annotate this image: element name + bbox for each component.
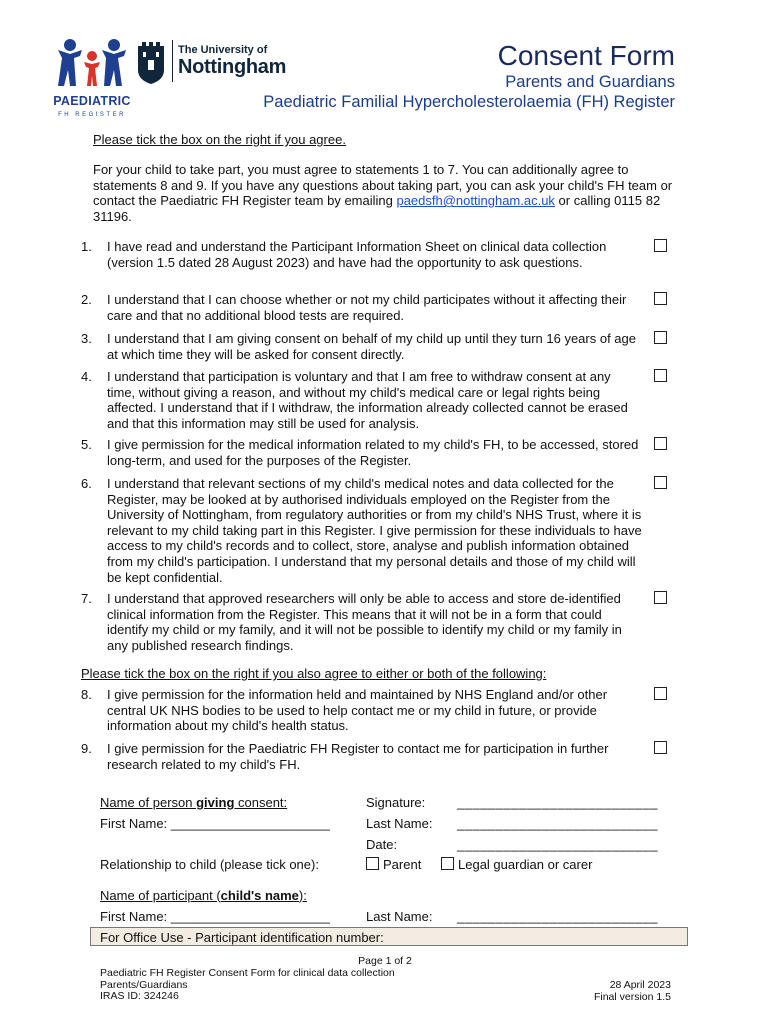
participant-first-name-field[interactable] <box>100 909 330 924</box>
consenter-heading <box>100 795 287 810</box>
footer-audience: Parents/Guardians <box>100 978 188 991</box>
intro-text-end: or calling 0115 82 31196. <box>93 193 661 224</box>
university-name-large: Nottingham <box>178 56 287 78</box>
parent-option-label: Parent <box>383 857 422 872</box>
statement-number: 3. <box>81 331 92 346</box>
university-logo <box>136 38 306 86</box>
last-name-label: Last Name: <box>366 909 433 924</box>
statement-8-checkbox[interactable] <box>654 687 667 700</box>
statement-2-checkbox[interactable] <box>654 292 667 305</box>
consenter-last-name-field[interactable]: __________________________ <box>457 816 658 831</box>
footer-version: Final version 1.5 <box>593 990 671 1003</box>
statement-text: I understand that relevant sections of my child's medical notes and data collected for the Register, may be looked at by authorised individuals employed on the Register from the University of Nottingham, from regulatory authorities or from my child's NHS Trust, where it is relevant to my child taking part in this Register. I give permission for these individuals to have access to my child's records and to collect, store, analyse and publish information obtained from my child's participation. I understand that my personal details and those of my child will be kept confidential. <box>107 476 642 585</box>
statement-1-checkbox[interactable] <box>654 239 667 252</box>
form-subtitle-register: Paediatric Familial Hypercholesterolaemia (FH) Register <box>263 93 675 111</box>
participant-last-name-field[interactable]: __________________________ <box>457 909 658 924</box>
statement-3-checkbox[interactable] <box>654 331 667 344</box>
castle-crest-icon <box>136 40 166 84</box>
first-name-blank[interactable]: ______________________ <box>170 816 330 831</box>
statement-text: I understand that participation is voluntary and that I am free to withdraw consent at any time, without giving a reason, and without my child's medical care or legal rights being affected. I understand that if I withdraw, the information already collected cannot be erased and that this information may still be used for analysis. <box>107 369 628 431</box>
signature-label: Signature: <box>366 795 426 810</box>
statement-text: I understand that approved researchers will only be able to access and store de-identified clinical information from the Register. This means that it will not be in a form that could identify my child or my family, and it will not be possible to identify my child or my family in any published research findings. <box>107 591 622 653</box>
footer-iras-id: IRAS ID: 324246 <box>100 990 179 1002</box>
guardian-option[interactable] <box>441 857 592 872</box>
date-label: Date: <box>366 837 398 852</box>
statement-text: I understand that I am giving consent on behalf of my child up until they turn 16 years of age at which time they will be asked for consent directly. <box>107 331 636 362</box>
email-link[interactable]: paedsfh@nottingham.ac.uk <box>396 193 555 209</box>
statement-text: I have read and understand the Participant Information Sheet on clinical data collection (version 1.5 dated 28 August 2023) and have had the opportunity to ask questions. <box>107 239 607 270</box>
statement-9-checkbox[interactable] <box>654 741 667 754</box>
tick-instruction: Please tick the box on the right if you agree. <box>93 132 346 147</box>
relationship-label: Relationship to child (please tick one): <box>100 857 319 872</box>
last-name-label: Last Name: <box>366 816 433 831</box>
family-figures-icon <box>40 36 144 92</box>
statement-number: 6. <box>81 476 92 491</box>
logo-divider <box>172 40 173 82</box>
statement-number: 7. <box>81 591 92 606</box>
footer-right <box>594 980 671 1003</box>
intro-paragraph <box>93 162 683 224</box>
form-title: Consent Form <box>497 40 675 71</box>
statement-number: 9. <box>81 741 92 756</box>
statement-7-checkbox[interactable] <box>654 591 667 604</box>
footer-date: 28 April 2023 <box>609 979 671 991</box>
statement-text: I give permission for the information held and maintained by NHS England and/or other central UK NHS bodies to be used to help contact me or my child in future, or provide information about my child's health status. <box>107 687 608 734</box>
participant-heading-part: ): <box>298 888 307 903</box>
consenter-heading-bold: giving <box>196 795 235 810</box>
university-name-small: The University of <box>178 44 268 56</box>
signature-field[interactable]: __________________________ <box>457 795 658 810</box>
parent-option[interactable] <box>366 857 421 872</box>
participant-heading-bold: child's name <box>220 888 299 903</box>
statement-number: 1. <box>81 239 92 254</box>
paediatric-fh-logo <box>40 36 144 122</box>
form-subtitle-audience: Parents and Guardians <box>505 73 675 91</box>
statement-text: I understand that I can choose whether or not my child participates without it affecting their care and that no additional blood tests are required. <box>107 292 627 323</box>
participant-heading <box>100 888 307 903</box>
statement-number: 4. <box>81 369 92 384</box>
page-number: Page 1 of 2 <box>358 955 412 967</box>
office-use-box: For Office Use - Participant identification number: <box>90 927 688 946</box>
date-field[interactable]: __________________________ <box>457 837 658 852</box>
footer-doc-title: Paediatric FH Register Consent Form for clinical data collection <box>100 967 395 979</box>
guardian-checkbox[interactable] <box>441 857 454 870</box>
footer-left <box>100 968 395 1003</box>
statement-number: 2. <box>81 292 92 307</box>
participant-heading-part: Name of participant ( <box>100 888 221 903</box>
consenter-first-name-field[interactable] <box>100 816 330 831</box>
parent-checkbox[interactable] <box>366 857 379 870</box>
intro-text-start: For your child to take part, you must agree to statements 1 to 7. You can additionally agree to statements 8 and 9. If you have any questions about taking part, you can ask your child's FH team or contact the Paediatric FH Register team by emailing <box>93 162 673 209</box>
logo-wordmark: PAEDIATRIC <box>53 94 131 108</box>
statement-4-checkbox[interactable] <box>654 369 667 382</box>
statement-6-checkbox[interactable] <box>654 476 667 489</box>
statement-number: 5. <box>81 437 92 452</box>
statement-text: I give permission for the medical information related to my child's FH, to be accessed, stored long-term, and used for the purposes of the Register. <box>107 437 639 468</box>
statement-5-checkbox[interactable] <box>654 437 667 450</box>
statement-number: 8. <box>81 687 92 702</box>
first-name-label: First Name: <box>100 909 171 924</box>
optional-instruction: Please tick the box on the right if you also agree to either or both of the following: <box>81 666 547 681</box>
first-name-label: First Name: <box>100 816 171 831</box>
logo-subtitle: FH REGISTER <box>58 112 126 118</box>
statement-text: I give permission for the Paediatric FH Register to contact me for participation in further research related to my child's FH. <box>107 741 609 772</box>
consenter-heading-part: consent: <box>234 795 288 810</box>
consenter-heading-part: Name of person <box>100 795 197 810</box>
first-name-blank[interactable]: ______________________ <box>170 909 330 924</box>
guardian-option-label: Legal guardian or carer <box>458 857 593 872</box>
